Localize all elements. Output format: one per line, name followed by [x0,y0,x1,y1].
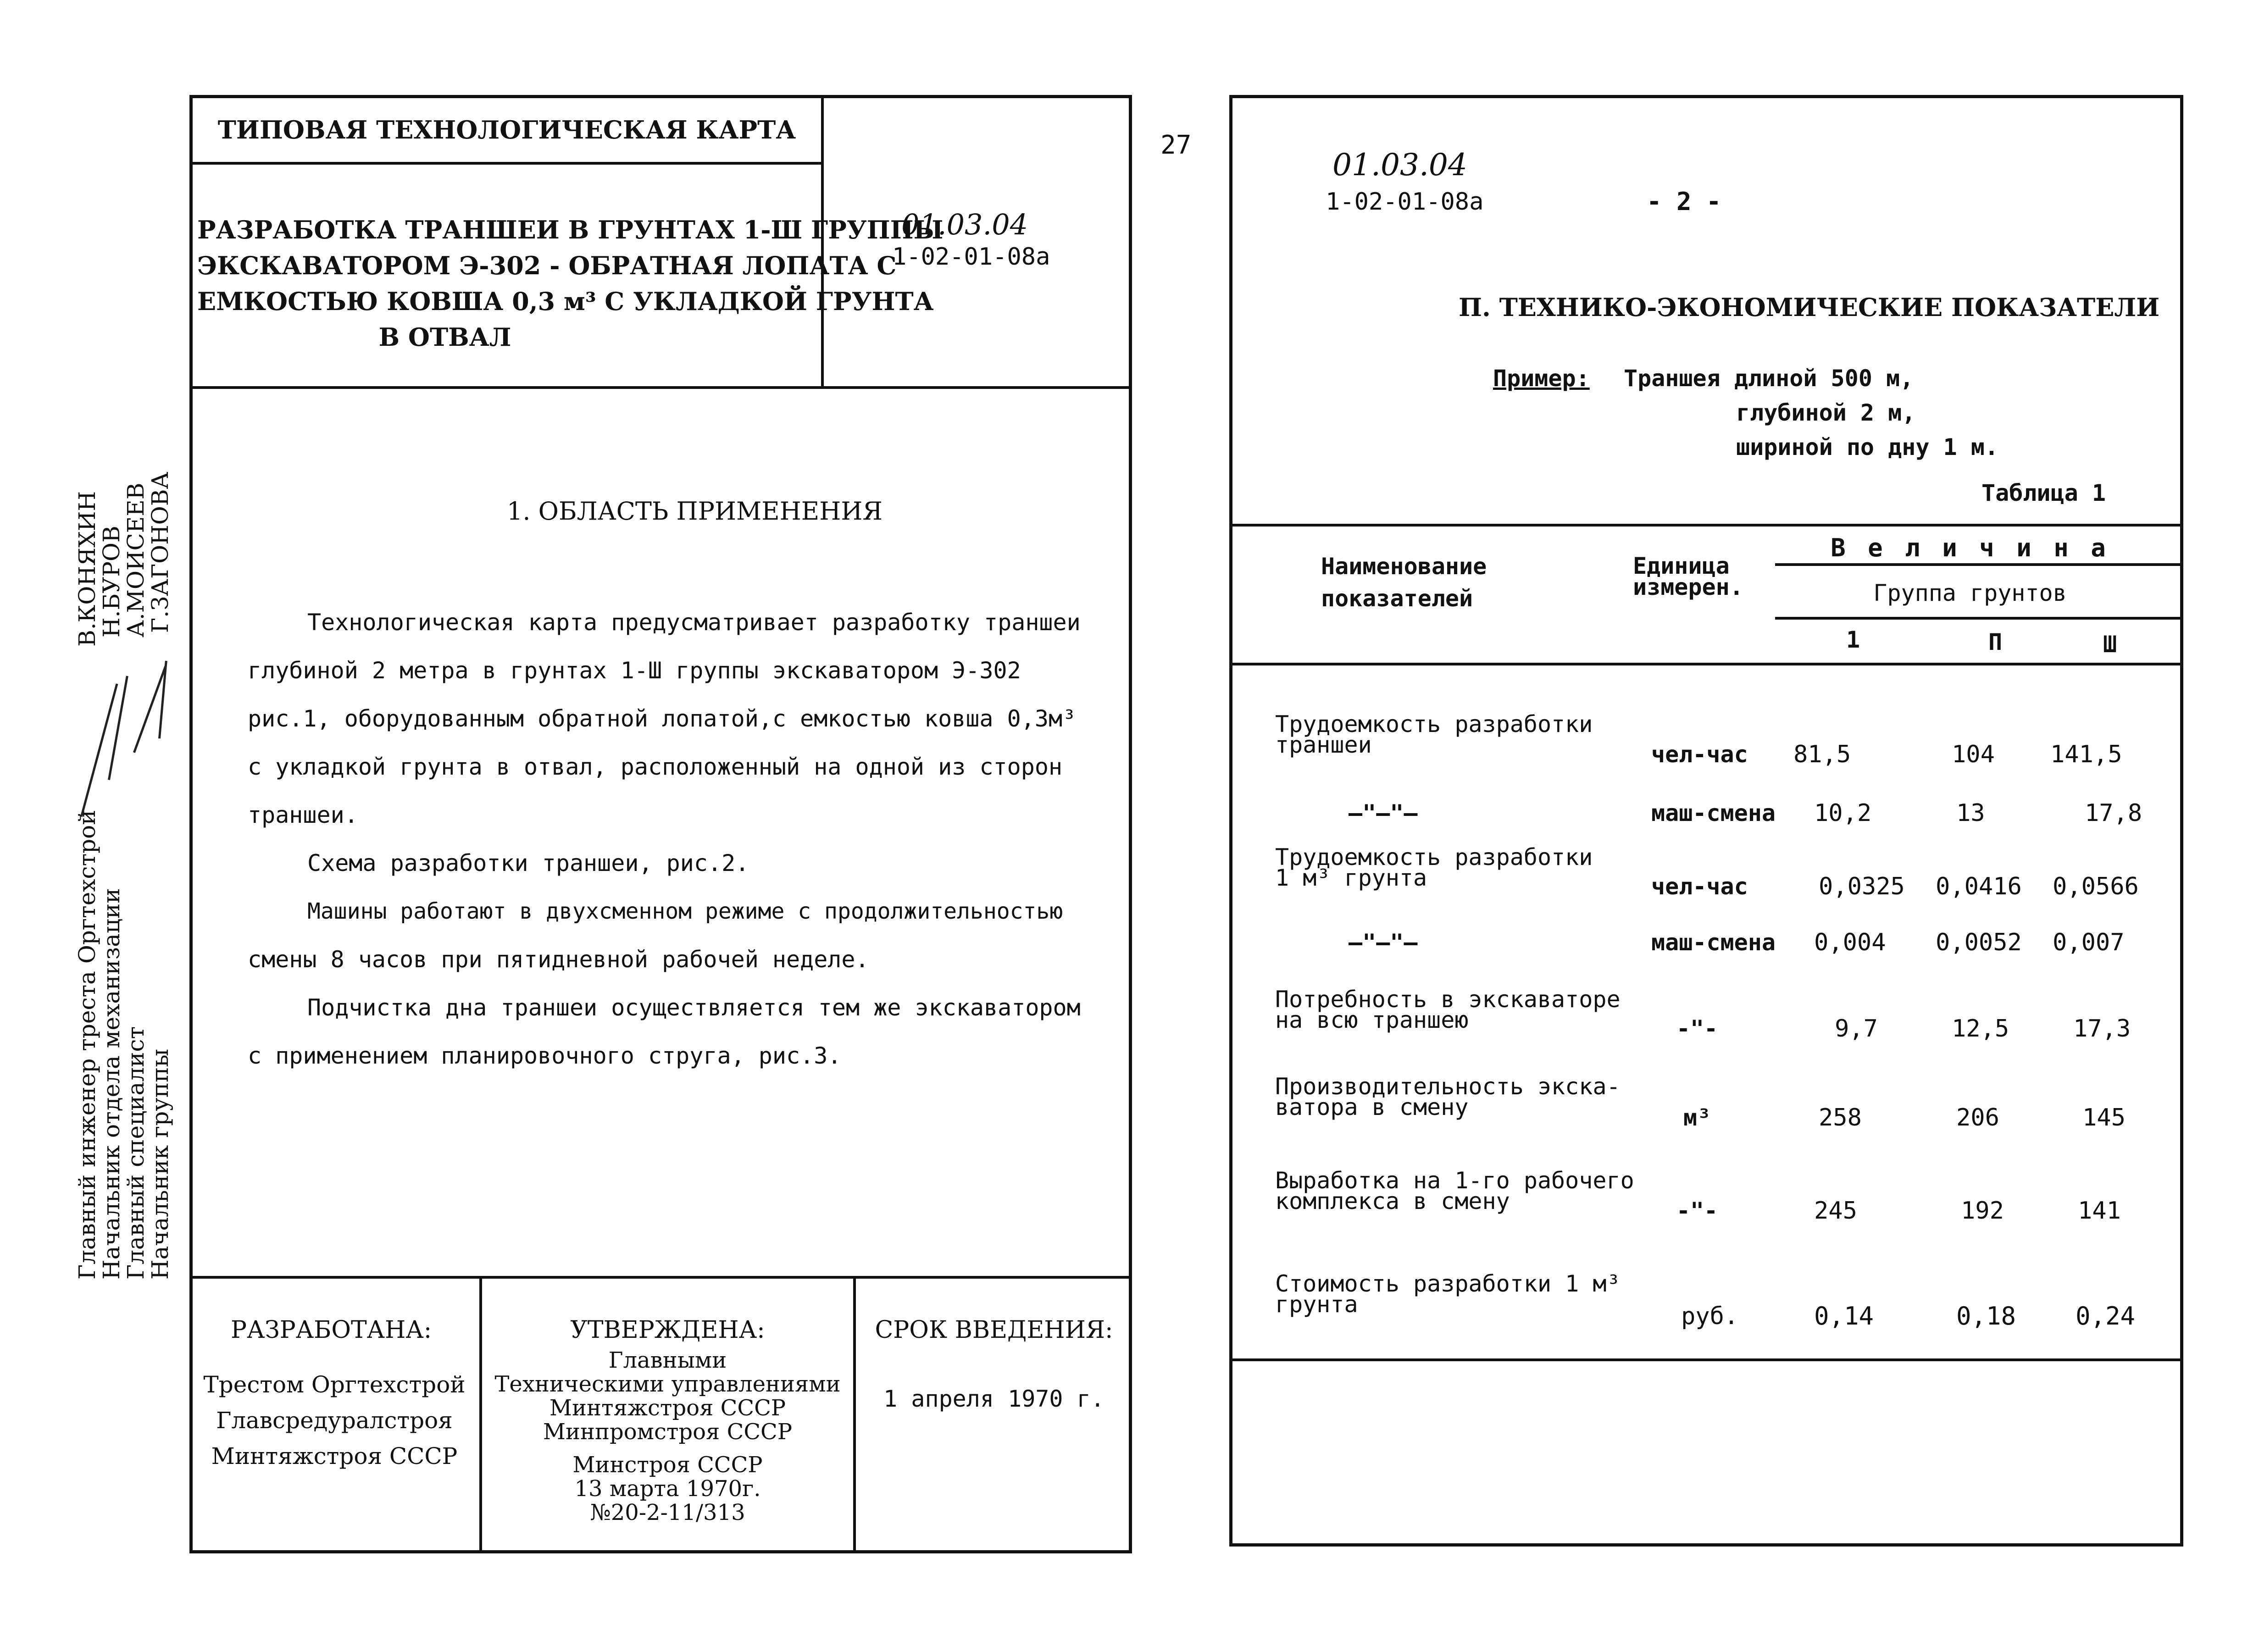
signature-stroke-2 [108,676,128,780]
row-value-g3: 141 [2078,1197,2121,1225]
row-name: 1 м³ грунта [1275,865,1427,891]
col-name-header: показателей [1321,585,1473,612]
row-value-g1: 0,14 [1814,1302,1874,1330]
group-col-1: 1 [1846,626,1860,653]
approved-line: Техническими управлениями [494,1371,841,1397]
section-title-scope: 1. ОБЛАСТЬ ПРИМЕНЕНИЯ [507,497,883,526]
row-value-g3: 0,007 [2053,929,2125,956]
left-header-divider [189,162,824,165]
row-unit: -"- [1676,1197,1718,1224]
body-line: глубиной 2 метра в грунтах 1-Ш группы экскаватором Э-302 [248,657,1021,684]
row-unit: чел-час [1651,873,1748,900]
developed-label: РАЗРАБОТАНА: [231,1316,432,1344]
row-value-g2: 0,18 [1956,1302,2016,1330]
body-line: Технологическая карта предусматривает разработку траншеи [307,609,1081,636]
card-code-handwritten: 01.03.04 [901,208,1028,241]
table-header-bottom-rule [1229,663,2183,665]
row-unit: чел-час [1651,741,1748,768]
body-line: с укладкой грунта в отвал, расположенный на одной из сторон [248,754,1063,780]
col-unit-header: измерен. [1633,574,1743,600]
signature-title-2: Начальник отдела механизации [98,888,125,1280]
table-group-rule [1775,617,2183,620]
row-value-g3: 17,8 [2085,799,2143,827]
table-caption: Таблица 1 [1982,480,2106,506]
row-value-g3: 141,5 [2050,741,2122,768]
card-subject-line: ЭКСКАВАТОРОМ Э-302 - ОБРАТНАЯ ЛОПАТА С [197,251,897,280]
value-header: В е л и ч и н а [1831,533,2109,562]
body-line: Схема разработки траншеи, рис.2. [307,850,749,876]
card-code: 1-02-01-08а [892,243,1050,271]
signature-name-3: А.МОИСЕЕВ [122,482,149,638]
row-value-g2: 12,5 [1952,1015,2009,1042]
developed-line: Трестом Оргтехстрой [203,1371,466,1398]
section-title-indicators: П. ТЕХНИКО-ЭКОНОМИЧЕСКИЕ ПОКАЗАТЕЛИ [1459,293,2160,322]
approved-line: Минстроя СССР [572,1452,763,1478]
left-footer-divider [189,1276,1132,1279]
example-label: Пример: [1493,365,1590,392]
row-name: Выработка на 1-го рабочего [1275,1167,1634,1194]
row-value-g3: 145 [2082,1104,2126,1131]
body-line: с применением планировочного струга, рис.3. [248,1042,842,1069]
row-value-g3: 17,3 [2073,1015,2131,1042]
row-value-g3: 0,24 [2076,1302,2136,1330]
body-line: траншеи. [248,802,358,828]
table-bottom-rule [1229,1358,2183,1361]
row-name: —"—"— [1349,929,1418,956]
row-value-g2: 0,0416 [1936,873,2022,900]
example-line: Траншея длиной 500 м, [1624,365,1914,392]
signature-name-1: В.КОНЯХИН [74,491,100,647]
page-number: 27 [1160,130,1192,160]
row-name: грунта [1275,1291,1358,1318]
group-col-3: Ш [2103,631,2117,658]
effective-date: 1 апреля 1970 г. [883,1386,1105,1412]
row-name: Потребность в экскаваторе [1275,986,1621,1013]
card-subject-line: РАЗРАБОТКА ТРАНШЕИ В ГРУНТАХ 1-Ш ГРУППЫ [197,215,944,244]
row-value-g2: 13 [1956,799,1985,827]
developed-line: Главсредуралстроя [216,1407,453,1434]
row-value-g1: 258 [1819,1104,1862,1131]
signature-name-2: Н.БУРОВ [98,526,125,638]
row-unit: маш-смена [1651,929,1776,956]
footer-developed [189,1312,479,1474]
footer-effective [856,1312,1132,1417]
col-unit-header: Единица [1633,553,1730,579]
signature-title-3: Главный специалист [122,1026,149,1280]
effective-label: СРОК ВВЕДЕНИЯ: [875,1316,1113,1344]
row-name: ватора в смену [1275,1094,1469,1120]
row-value-g2: 0,0052 [1936,929,2022,956]
example-line: глубиной 2 м, [1736,399,1916,426]
row-name: траншеи [1275,732,1372,758]
row-value-g1: 0,0325 [1819,873,1905,900]
row-value-g1: 9,7 [1835,1015,1878,1042]
developed-line: Минтяжстроя СССР [211,1443,458,1469]
group-header: Группа грунтов [1873,580,2067,606]
row-value-g1: 10,2 [1814,799,1872,827]
signature-title-1: Главный инженер треста Оргтехстрой [74,809,100,1280]
signature-name-4: Г.ЗАГОНОВА [147,471,173,633]
approved-label: УТВЕРЖДЕНА: [570,1316,765,1344]
row-value-g1: 0,004 [1814,929,1886,956]
row-unit: -"- [1676,1015,1718,1042]
row-name: Трудоемкость разработки [1275,711,1593,737]
row-value-g3: 0,0566 [2053,873,2139,900]
row-unit: маш-смена [1651,800,1776,826]
approved-date: 13 марта 1970г. [574,1476,761,1502]
row-value-g2: 206 [1956,1104,1999,1131]
row-unit: м³ [1683,1104,1711,1131]
row-name: Производительность экска- [1275,1073,1621,1100]
approved-line: Главными [608,1347,727,1373]
row-unit: руб. [1681,1303,1739,1330]
approved-line: Минтяжстроя СССР [549,1395,786,1421]
approved-number: №20-2-11/313 [590,1500,745,1525]
row-name: комплекса в смену [1275,1188,1510,1214]
approved-line: Минпромстроя СССР [543,1419,793,1445]
row-value-g1: 81,5 [1793,741,1851,768]
row-value-g2: 192 [1961,1197,2004,1225]
row-value-g2: 104 [1952,741,1995,768]
card-type-title: ТИПОВАЯ ТЕХНОЛОГИЧЕСКАЯ КАРТА [217,115,796,144]
example-line: шириной по дну 1 м. [1736,434,1998,460]
signature-stroke-1 [80,683,118,817]
card-subject-line: ЕМКОСТЬЮ КОВША 0,3 м³ С УКЛАДКОЙ ГРУНТА [197,287,934,316]
table-top-rule [1229,524,2183,527]
right-page-label: - 2 - [1647,187,1721,216]
scope-body [248,599,1119,1080]
row-name: Трудоемкость разработки [1275,844,1593,870]
right-code-handwritten: 01.03.04 [1332,147,1467,183]
card-subject-line: В ОТВАЛ [378,322,511,352]
group-col-2: П [1988,629,2003,655]
row-name: на всю траншею [1275,1007,1469,1033]
row-value-g1: 245 [1814,1197,1857,1225]
body-line: рис.1, оборудованным обратной лопатой,с емкостью ковша 0,3м³ [248,705,1077,732]
left-subject-divider [189,386,1132,389]
body-line: Машины работают в двухсменном режиме с продолжительностью [307,898,1063,924]
card-subject [197,212,944,355]
row-name: Стоимость разработки 1 м³ [1275,1270,1621,1297]
body-line: Подчистка дна траншеи осуществляется тем же экскаватором [307,994,1081,1021]
col-name-header: Наименование [1321,553,1487,580]
right-code: 1-02-01-08а [1326,188,1484,216]
row-name: —"—"— [1349,800,1418,826]
body-line: смены 8 часов при пятидневной рабочей неделе. [248,946,869,973]
footer-approved [482,1312,853,1524]
signature-title-4: Начальник группы [147,1048,173,1280]
